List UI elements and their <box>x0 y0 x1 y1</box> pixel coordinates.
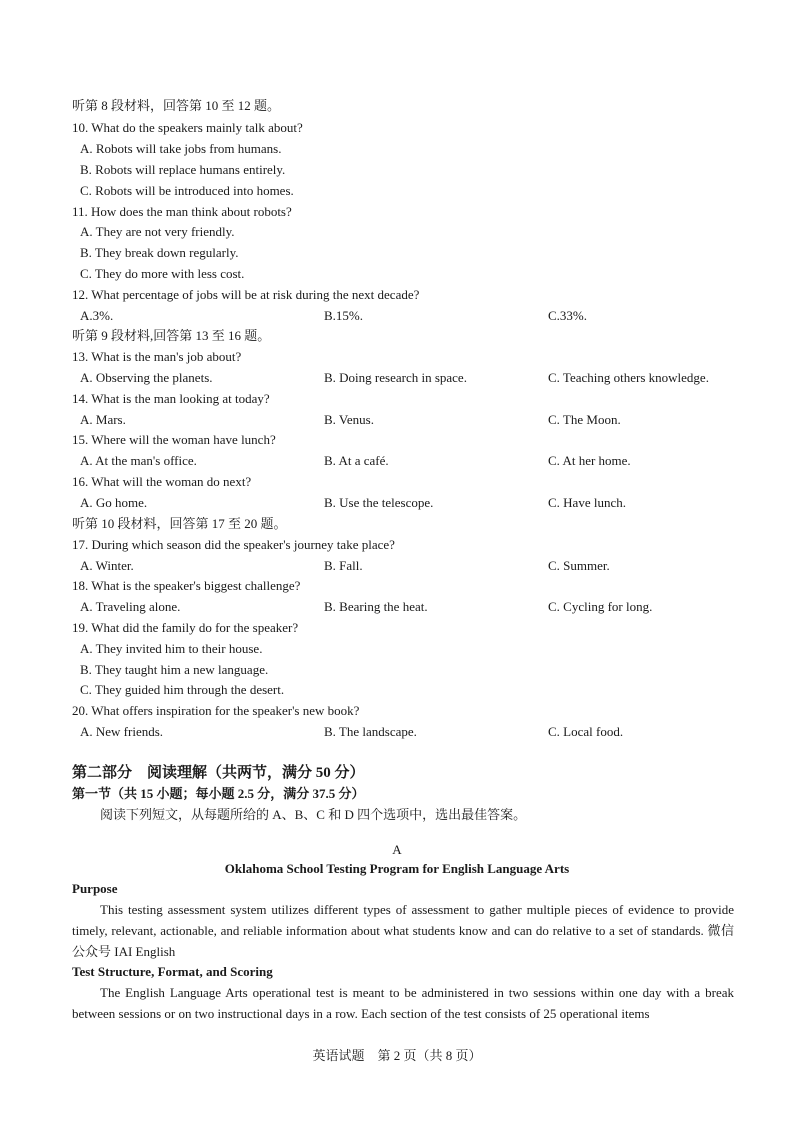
test-structure-heading: Test Structure, Format, and Scoring <box>72 964 273 979</box>
question-12-option-c: C.33%. <box>548 308 587 323</box>
question-15-option-a: A. At the man's office. <box>80 453 197 468</box>
question-11-option-c: C. They do more with less cost. <box>80 266 245 281</box>
question-19-stem: 19. What did the family do for the speaker? <box>72 620 299 635</box>
question-13-option-c: C. Teaching others knowledge. <box>548 370 709 385</box>
question-14-option-c: C. The Moon. <box>548 412 621 427</box>
question-13-option-a: A. Observing the planets. <box>80 370 213 385</box>
question-11-stem: 11. How does the man think about robots? <box>72 204 292 219</box>
question-20-option-c: C. Local food. <box>548 724 624 739</box>
question-19-option-c: C. They guided him through the desert. <box>80 682 285 697</box>
question-10-option-b: B. Robots will replace humans entirely. <box>80 162 286 177</box>
question-10-option-a: A. Robots will take jobs from humans. <box>80 141 282 156</box>
question-15-option-c: C. At her home. <box>548 453 631 468</box>
test-structure-paragraph: The English Language Arts operational test is meant to be administered in two sessions within one day with a break between sessions or on two instructional days in a row. Each section of the test consists of 25 operational items <box>72 985 734 1021</box>
question-15-option-b: B. At a café. <box>324 453 389 468</box>
passage-title: Oklahoma School Testing Program for English Language Arts <box>224 861 570 876</box>
question-14-option-a: A. Mars. <box>80 412 126 427</box>
question-16-option-c: C. Have lunch. <box>548 495 626 510</box>
question-20-option-a: A. New friends. <box>80 724 164 739</box>
question-16-stem: 16. What will the woman do next? <box>72 474 252 489</box>
question-18-option-c: C. Cycling for long. <box>548 599 653 614</box>
purpose-paragraph: This testing assessment system utilizes different types of assessment to gather multiple pieces of evidence to provide timely, relevant, actionable, and reliable information about what students know and can do relative to a set of standards. 微信公众号 IAI English <box>72 902 734 959</box>
question-11-option-b: B. They break down regularly. <box>80 245 239 260</box>
question-18-option-a: A. Traveling alone. <box>80 599 181 614</box>
question-14-stem: 14. What is the man looking at today? <box>72 391 270 406</box>
question-17-option-c: C. Summer. <box>548 558 610 573</box>
part-2-section-1-heading: 第一节（共 15 小题；每小题 2.5 分，满分 37.5 分） <box>72 786 365 801</box>
section-9-instruction: 听第 9 段材料,回答第 13 至 16 题。 <box>72 328 271 343</box>
question-16-option-b: B. Use the telescope. <box>324 495 434 510</box>
question-12-stem: 12. What percentage of jobs will be at risk during the next decade? <box>72 287 420 302</box>
part-2-title: 第二部分 阅读理解（共两节，满分 50 分） <box>72 765 365 781</box>
question-11-option-a: A. They are not very friendly. <box>80 224 235 239</box>
purpose-heading: Purpose <box>72 881 118 896</box>
section-8-instruction: 听第 8 段材料，回答第 10 至 12 题。 <box>72 98 281 113</box>
part-2-instruction: 阅读下列短文，从每题所给的 A、B、C 和 D 四个选项中，选出最佳答案。 <box>100 807 527 822</box>
question-17-option-b: B. Fall. <box>324 558 363 573</box>
question-10-stem: 10. What do the speakers mainly talk about? <box>72 120 303 135</box>
passage-letter: A <box>392 842 402 857</box>
question-17-option-a: A. Winter. <box>80 558 134 573</box>
question-20-stem: 20. What offers inspiration for the speaker's new book? <box>72 703 360 718</box>
question-13-option-b: B. Doing research in space. <box>324 370 467 385</box>
question-12-option-a: A.3%. <box>80 308 114 323</box>
question-10-option-c: C. Robots will be introduced into homes. <box>80 183 294 198</box>
question-18-stem: 18. What is the speaker's biggest challenge? <box>72 578 301 593</box>
question-20-option-b: B. The landscape. <box>324 724 417 739</box>
question-18-option-b: B. Bearing the heat. <box>324 599 428 614</box>
question-15-stem: 15. Where will the woman have lunch? <box>72 432 276 447</box>
question-17-stem: 17. During which season did the speaker's journey take place? <box>72 537 395 552</box>
question-19-option-b: B. They taught him a new language. <box>80 662 269 677</box>
section-10-instruction: 听第 10 段材料，回答第 17 至 20 题。 <box>72 516 287 531</box>
question-16-option-a: A. Go home. <box>80 495 148 510</box>
question-14-option-b: B. Venus. <box>324 412 374 427</box>
question-12-option-b: B.15%. <box>324 308 363 323</box>
page-footer: 英语试题 第 2 页（共 8 页） <box>312 1048 482 1063</box>
question-13-stem: 13. What is the man's job about? <box>72 349 242 364</box>
question-19-option-a: A. They invited him to their house. <box>80 641 263 656</box>
